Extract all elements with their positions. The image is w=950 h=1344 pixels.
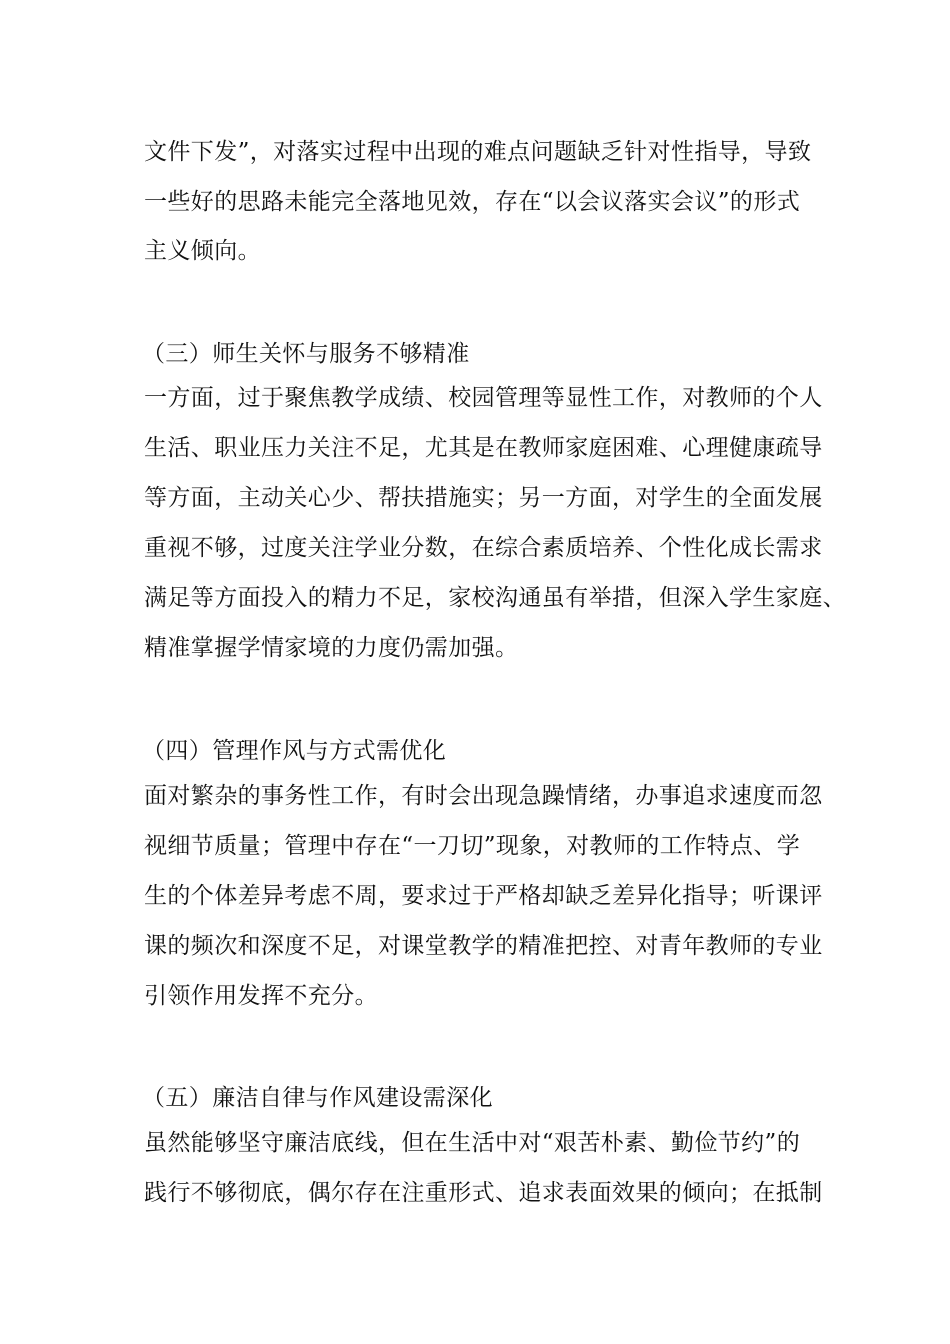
paragraph-line: 重视不够，过度关注学业分数，在综合素质培养、个性化成长需求 (144, 535, 823, 561)
section-heading: （四）管理作风与方式需优化 (142, 738, 447, 764)
paragraph-line: 课的频次和深度不足，对课堂教学的精准把控、对青年教师的专业 (144, 933, 823, 959)
paragraph-line: 一方面，过于聚焦教学成绩、校园管理等显性工作，对教师的个人 (144, 385, 823, 411)
paragraph-line: 践行不够彻底，偶尔存在注重形式、追求表面效果的倾向；在抵制 (144, 1180, 823, 1206)
paragraph-line: 一些好的思路未能完全落地见效，存在“以会议落实会议”的形式 (144, 189, 801, 215)
paragraph-line: 面对繁杂的事务性工作，有时会出现急躁情绪，办事追求速度而忽 (144, 783, 823, 809)
section-heading: （五）廉洁自律与作风建设需深化 (142, 1085, 493, 1111)
paragraph-line: 等方面，主动关心少、帮扶措施实；另一方面，对学生的全面发展 (144, 485, 823, 511)
paragraph-line: 精准掌握学情家境的力度仍需加强。 (144, 635, 519, 661)
paragraph-line: 文件下发”，对落实过程中出现的难点问题缺乏针对性指导，导致 (144, 139, 812, 165)
paragraph-line: 视细节质量；管理中存在“一刀切”现象，对教师的工作特点、学 (144, 833, 801, 859)
paragraph-line: 主义倾向。 (144, 238, 261, 264)
paragraph-line: 虽然能够坚守廉洁底线，但在生活中对“艰苦朴素、勤俭节约”的 (144, 1130, 801, 1156)
paragraph-line: 生的个体差异考虑不周，要求过于严格却缺乏差异化指导；听课评 (144, 883, 823, 909)
paragraph-line: 引领作用发挥不充分。 (144, 983, 378, 1009)
section-heading: （三）师生关怀与服务不够精准 (142, 341, 470, 367)
paragraph-line: 满足等方面投入的精力不足，家校沟通虽有举措，但深入学生家庭、 (144, 585, 846, 611)
paragraph-line: 生活、职业压力关注不足，尤其是在教师家庭困难、心理健康疏导 (144, 435, 823, 461)
